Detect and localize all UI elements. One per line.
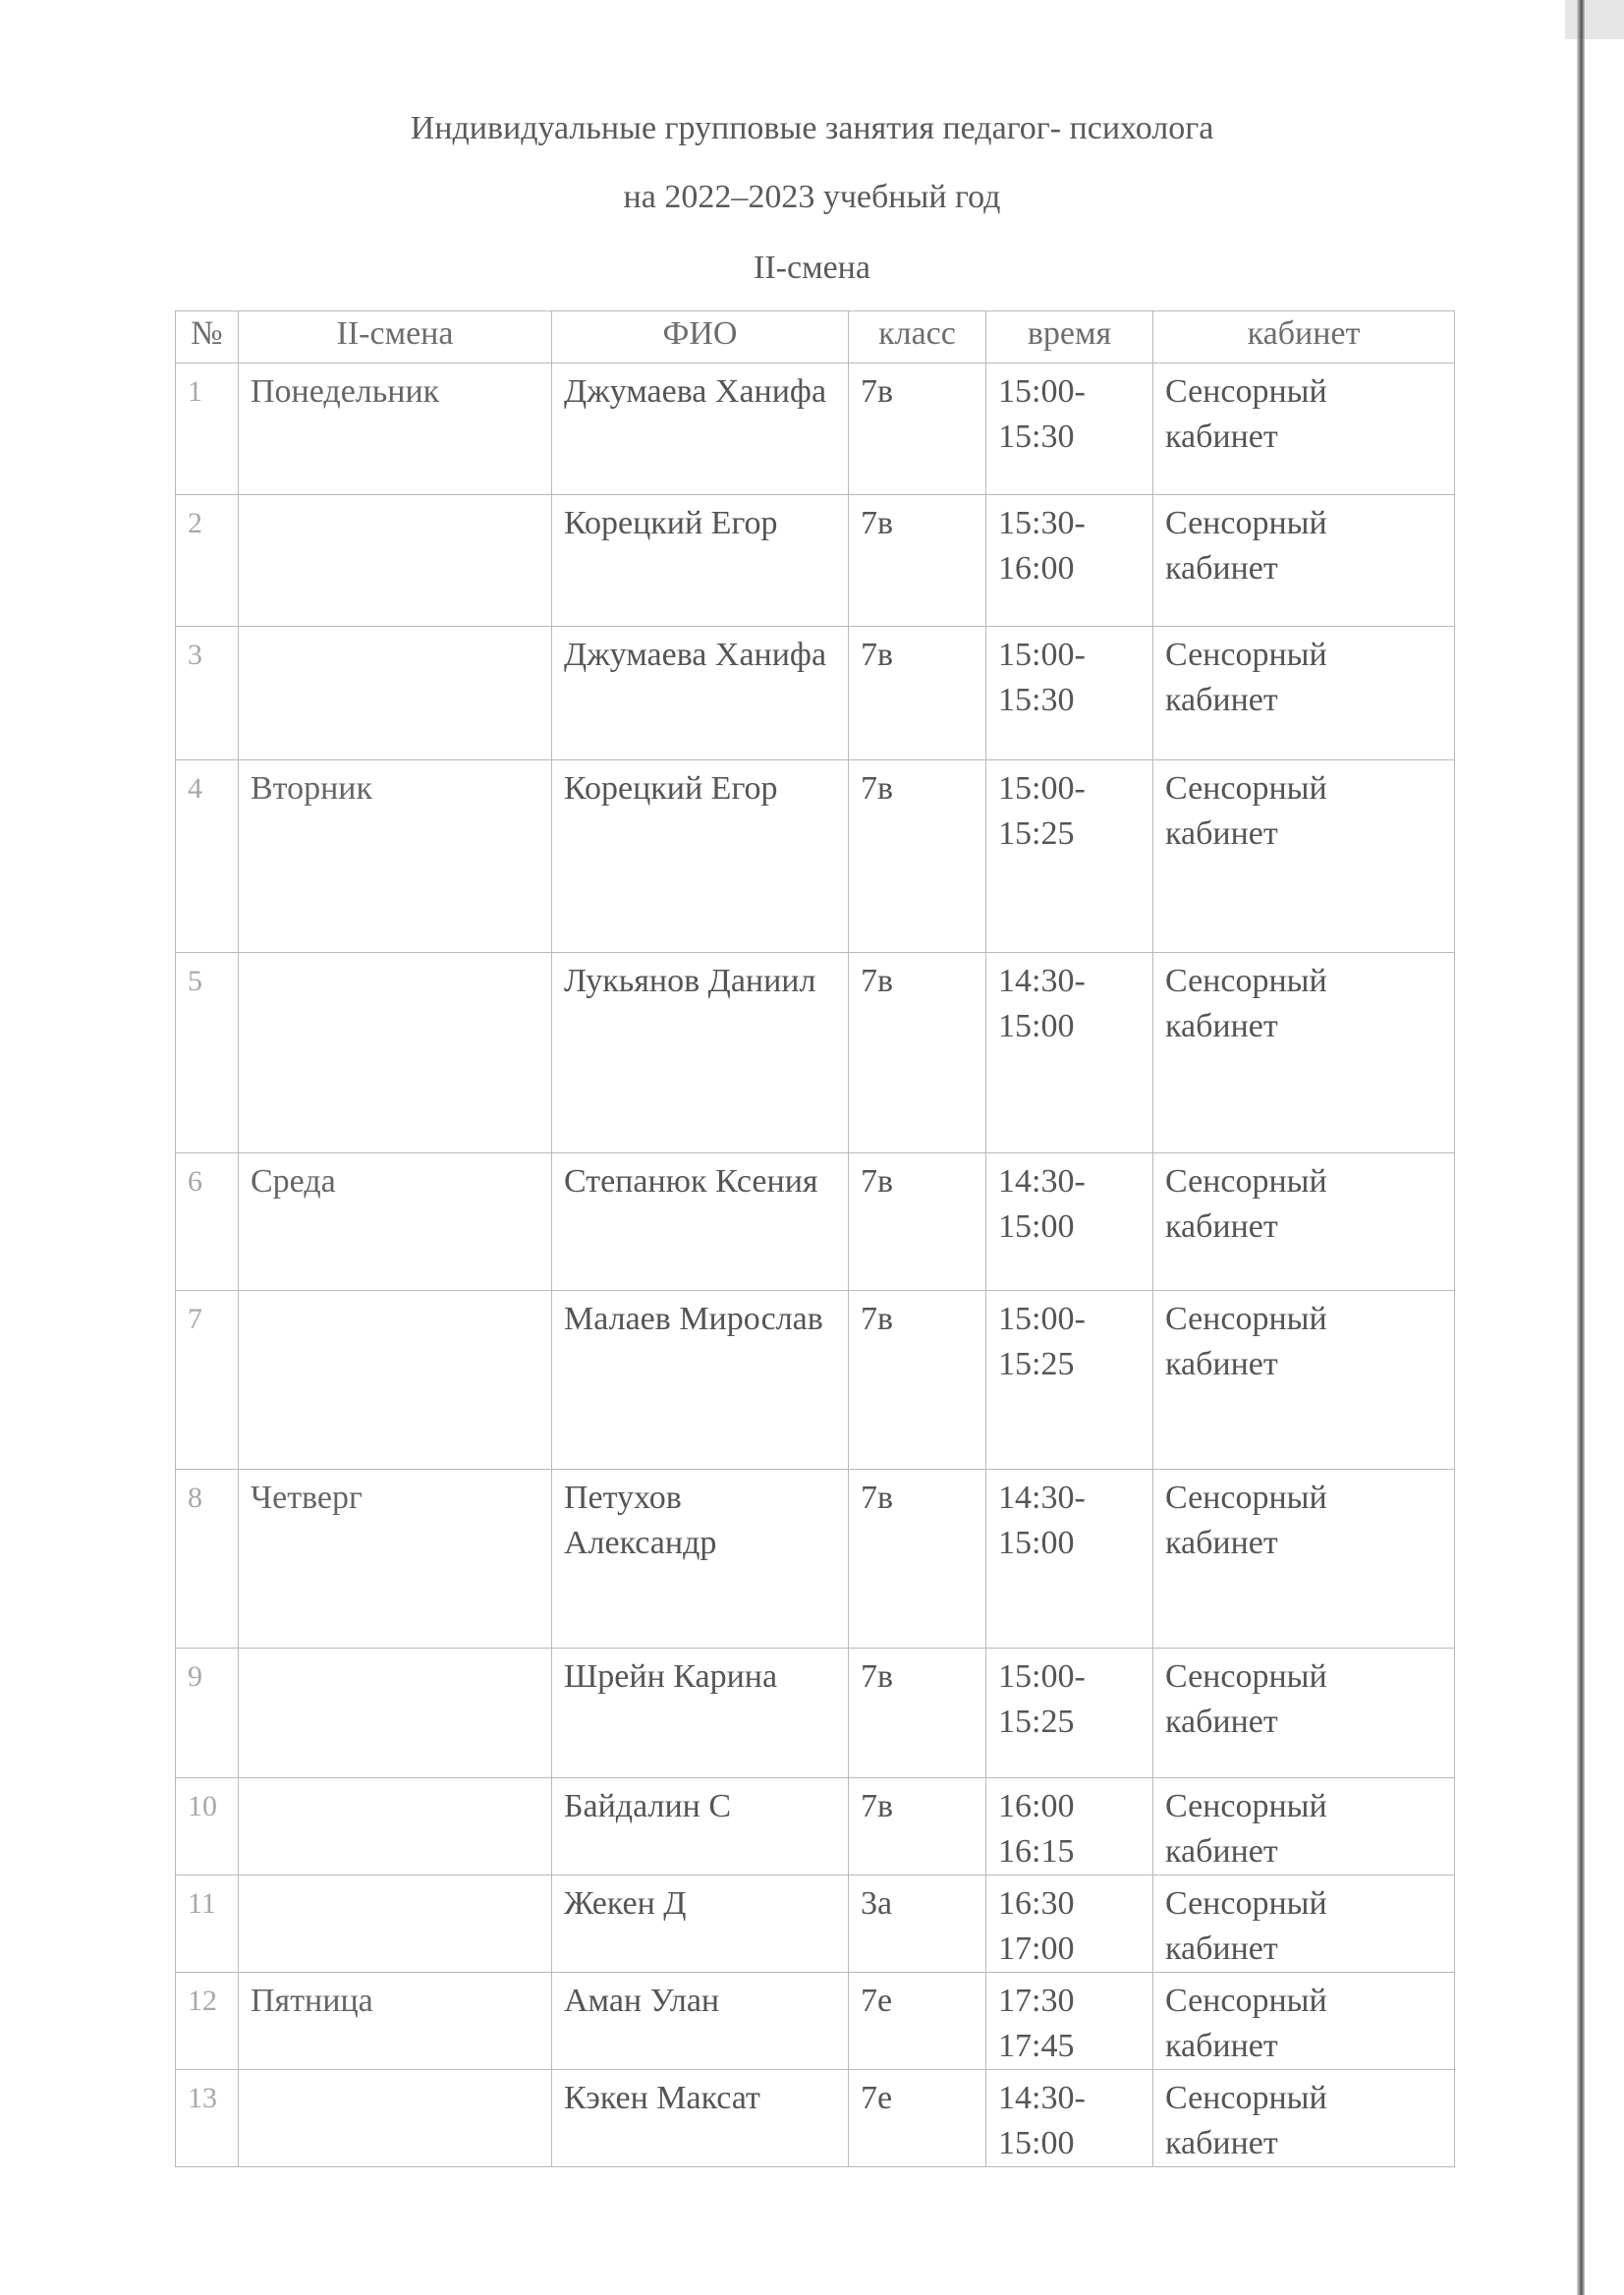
row-number: 11 bbox=[176, 1875, 239, 1973]
row-day bbox=[239, 1875, 552, 1973]
row-name: Малаев Мирослав bbox=[552, 1291, 849, 1470]
row-class: 7е bbox=[849, 2070, 986, 2167]
document-title: Индивидуальные групповые занятия педагог- психолога bbox=[410, 110, 1214, 146]
row-room: Сенсорный кабинет bbox=[1153, 1153, 1455, 1291]
schedule-table bbox=[175, 310, 1455, 2167]
row-time: 15:30-16:00 bbox=[986, 495, 1153, 627]
row-name: Корецкий Егор bbox=[552, 760, 849, 953]
row-day: Четверг bbox=[239, 1470, 552, 1649]
row-class: 7в bbox=[849, 1291, 986, 1470]
document-shift: II-смена bbox=[754, 250, 870, 286]
row-time: 15:00-15:25 bbox=[986, 760, 1153, 953]
row-number: 10 bbox=[176, 1778, 239, 1875]
row-number: 9 bbox=[176, 1649, 239, 1778]
row-time: 14:30-15:00 bbox=[986, 2070, 1153, 2167]
header-time: время bbox=[986, 311, 1153, 364]
row-room: Сенсорный кабинет bbox=[1153, 1649, 1455, 1778]
row-class: 7в bbox=[849, 627, 986, 760]
row-room: Сенсорный кабинет bbox=[1153, 1973, 1455, 2070]
row-number: 5 bbox=[176, 953, 239, 1153]
row-name: Петухов Александр bbox=[552, 1470, 849, 1649]
row-room: Сенсорный кабинет bbox=[1153, 495, 1455, 627]
row-name: Байдалин С bbox=[552, 1778, 849, 1875]
row-day bbox=[239, 1778, 552, 1875]
row-time: 14:30-15:00 bbox=[986, 1153, 1153, 1291]
row-room: Сенсорный кабинет bbox=[1153, 2070, 1455, 2167]
row-name: Корецкий Егор bbox=[552, 495, 849, 627]
scan-edge-shadow bbox=[1577, 0, 1585, 2295]
document-year: на 2022–2023 учебный год bbox=[623, 179, 1001, 215]
table-row bbox=[176, 364, 1455, 495]
row-name: Джумаева Ханифа bbox=[552, 627, 849, 760]
row-class: 7в bbox=[849, 1649, 986, 1778]
row-room: Сенсорный кабинет bbox=[1153, 1778, 1455, 1875]
row-class: 7в bbox=[849, 1470, 986, 1649]
row-number: 8 bbox=[176, 1470, 239, 1649]
row-number: 4 bbox=[176, 760, 239, 953]
table-row bbox=[176, 1875, 1455, 1973]
row-room: Сенсорный кабинет bbox=[1153, 627, 1455, 760]
table-row bbox=[176, 1153, 1455, 1291]
row-room: Сенсорный кабинет bbox=[1153, 364, 1455, 495]
row-class: 7в bbox=[849, 495, 986, 627]
row-room: Сенсорный кабинет bbox=[1153, 1470, 1455, 1649]
row-class: 7е bbox=[849, 1973, 986, 2070]
row-day bbox=[239, 1291, 552, 1470]
row-class: 7в bbox=[849, 364, 986, 495]
table-row bbox=[176, 1973, 1455, 2070]
header-shift: II-смена bbox=[239, 311, 552, 364]
row-class: 3а bbox=[849, 1875, 986, 1973]
row-time: 15:00-15:25 bbox=[986, 1649, 1153, 1778]
row-room: Сенсорный кабинет bbox=[1153, 760, 1455, 953]
row-day bbox=[239, 2070, 552, 2167]
row-day bbox=[239, 495, 552, 627]
row-room: Сенсорный кабинет bbox=[1153, 1875, 1455, 1973]
row-name: Жекен Д bbox=[552, 1875, 849, 1973]
table-row bbox=[176, 1470, 1455, 1649]
row-name: Джумаева Ханифа bbox=[552, 364, 849, 495]
row-number: 3 bbox=[176, 627, 239, 760]
row-time: 14:30-15:00 bbox=[986, 1470, 1153, 1649]
row-number: 2 bbox=[176, 495, 239, 627]
row-number: 6 bbox=[176, 1153, 239, 1291]
row-name: Аман Улан bbox=[552, 1973, 849, 2070]
scan-corner-shadow bbox=[1565, 0, 1624, 39]
row-time: 15:00-15:30 bbox=[986, 364, 1153, 495]
table-row bbox=[176, 495, 1455, 627]
row-name: Степанюк Ксения bbox=[552, 1153, 849, 1291]
row-number: 1 bbox=[176, 364, 239, 495]
table-header-row bbox=[176, 311, 1455, 364]
row-name: Кэкен Максат bbox=[552, 2070, 849, 2167]
row-time: 16:30 17:00 bbox=[986, 1875, 1153, 1973]
row-number: 13 bbox=[176, 2070, 239, 2167]
row-day bbox=[239, 1649, 552, 1778]
table-row bbox=[176, 1649, 1455, 1778]
table-row bbox=[176, 627, 1455, 760]
row-day: Вторник bbox=[239, 760, 552, 953]
row-day bbox=[239, 627, 552, 760]
row-number: 12 bbox=[176, 1973, 239, 2070]
row-day: Среда bbox=[239, 1153, 552, 1291]
header-name: ФИО bbox=[552, 311, 849, 364]
row-room: Сенсорный кабинет bbox=[1153, 953, 1455, 1153]
row-day: Понедельник bbox=[239, 364, 552, 495]
row-class: 7в bbox=[849, 760, 986, 953]
table-row bbox=[176, 953, 1455, 1153]
row-time: 16:00 16:15 bbox=[986, 1778, 1153, 1875]
row-time: 15:00-15:25 bbox=[986, 1291, 1153, 1470]
row-number: 7 bbox=[176, 1291, 239, 1470]
header-class: класс bbox=[849, 311, 986, 364]
table-row bbox=[176, 1291, 1455, 1470]
row-time: 14:30-15:00 bbox=[986, 953, 1153, 1153]
table-row bbox=[176, 1778, 1455, 1875]
row-time: 15:00-15:30 bbox=[986, 627, 1153, 760]
header-num: № bbox=[176, 311, 239, 364]
header-room: кабинет bbox=[1153, 311, 1455, 364]
row-time: 17:30 17:45 bbox=[986, 1973, 1153, 2070]
row-name: Шрейн Карина bbox=[552, 1649, 849, 1778]
row-name: Лукьянов Даниил bbox=[552, 953, 849, 1153]
table-row bbox=[176, 760, 1455, 953]
row-room: Сенсорный кабинет bbox=[1153, 1291, 1455, 1470]
row-class: 7в bbox=[849, 1778, 986, 1875]
row-class: 7в bbox=[849, 1153, 986, 1291]
row-class: 7в bbox=[849, 953, 986, 1153]
table-row bbox=[176, 2070, 1455, 2167]
row-day bbox=[239, 953, 552, 1153]
row-day: Пятница bbox=[239, 1973, 552, 2070]
